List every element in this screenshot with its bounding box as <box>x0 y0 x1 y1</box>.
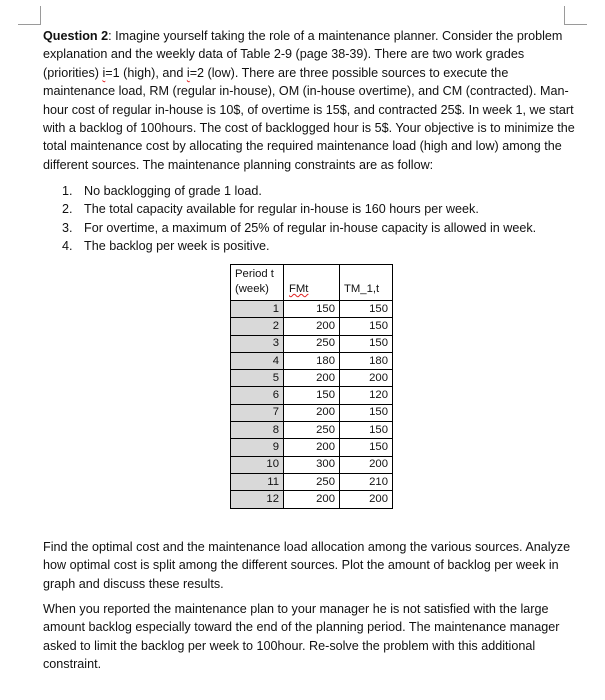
cell-period: 8 <box>231 422 284 439</box>
crop-mark-top-right <box>564 6 587 25</box>
header-fmt: FMt <box>284 265 340 301</box>
cell-tm: 150 <box>340 318 393 335</box>
constraints-list <box>62 182 582 256</box>
cell-fmt: 200 <box>284 491 340 508</box>
cell-tm: 210 <box>340 473 393 490</box>
constraint-number: 4. <box>62 239 73 254</box>
question-text-2: =1 (high), and <box>105 65 187 80</box>
table-row <box>231 318 393 335</box>
table-row <box>231 473 393 490</box>
constraint-number: 2. <box>62 202 73 217</box>
grade-index-2: i <box>186 65 190 80</box>
header-period-line2: (week) <box>235 283 269 295</box>
constraint-text: No backlogging of grade 1 load. <box>84 184 262 198</box>
cell-fmt: 200 <box>284 318 340 335</box>
table-row <box>231 335 393 352</box>
cell-fmt: 150 <box>284 387 340 404</box>
cell-tm: 150 <box>340 422 393 439</box>
cell-fmt: 250 <box>284 335 340 352</box>
header-tm: TM_1,t <box>340 265 393 301</box>
table-row <box>231 491 393 508</box>
constraint-text: The backlog per week is positive. <box>84 239 270 254</box>
cell-fmt: 250 <box>284 422 340 439</box>
cell-period: 1 <box>231 301 284 318</box>
cell-tm: 180 <box>340 352 393 369</box>
cell-period: 6 <box>231 387 284 404</box>
table-row <box>231 352 393 369</box>
cell-period: 7 <box>231 404 284 421</box>
question-paragraph <box>43 27 583 174</box>
cell-tm: 150 <box>340 439 393 456</box>
find-paragraph: Find the optimal cost and the maintenance load allocation among the various sources. Analyze how optimal cost is split among the different sources. Plot the amount of backlog per week in graph and discuss these results. <box>43 540 571 591</box>
cell-tm: 150 <box>340 301 393 318</box>
maintenance-data-table <box>230 264 393 509</box>
question-text-3: =2 (low). There are three possible sources to execute the maintenance load, RM (regular in-house), OM (in-house overtime), and CM (contracted). Man-hour cost of regular in-house is 10$, of overtime is 15$, and contracted 25$. In week 1, we start with a backlog of 100hours. The cost of backlogged hour is 5$. Your objective is to minimize the total maintenance cost by allocating the required maintenance load (high and low) among the different sources. The maintenance planning constraints are as follow: <box>43 65 575 172</box>
question-text-1: : Imagine yourself taking the role of a maintenance planner. Consider the problem explanation and the weekly data of Table 2-9 (page 38-39). There are two work grades (priorities) <box>43 29 563 80</box>
cell-fmt: 180 <box>284 352 340 369</box>
table-row <box>231 387 393 404</box>
header-period-line1: Period t <box>235 268 274 280</box>
cell-tm: 150 <box>340 404 393 421</box>
cell-period: 9 <box>231 439 284 456</box>
table-row <box>231 439 393 456</box>
cell-period: 3 <box>231 335 284 352</box>
table-header-row <box>231 265 393 301</box>
header-period <box>231 265 284 301</box>
cell-period: 5 <box>231 370 284 387</box>
cell-fmt: 250 <box>284 473 340 490</box>
cell-tm: 120 <box>340 387 393 404</box>
constraint-number: 3. <box>62 220 73 235</box>
constraint-item <box>62 182 582 200</box>
constraint-item <box>62 200 582 218</box>
report-paragraph: When you reported the maintenance plan to your manager he is not satisfied with the large amount backlog especially toward the end of the planning period. The maintenance manager asked to limit the backlog per week to 100hour. Re-solve the problem with this additional constraint. <box>43 602 560 672</box>
grade-index-1: i <box>102 65 106 80</box>
table-row <box>231 422 393 439</box>
cell-fmt: 150 <box>284 301 340 318</box>
cell-fmt: 200 <box>284 404 340 421</box>
cell-period: 12 <box>231 491 284 508</box>
cell-tm: 200 <box>340 491 393 508</box>
constraint-number: 1. <box>62 184 73 198</box>
table-row <box>231 456 393 473</box>
cell-tm: 150 <box>340 335 393 352</box>
table-row <box>231 370 393 387</box>
cell-fmt: 200 <box>284 370 340 387</box>
constraint-text: The total capacity available for regular in-house is 160 hours per week. <box>84 202 479 217</box>
table-row <box>231 301 393 318</box>
cell-period: 10 <box>231 456 284 473</box>
cell-period: 2 <box>231 318 284 335</box>
cell-fmt: 300 <box>284 456 340 473</box>
cell-fmt: 200 <box>284 439 340 456</box>
constraint-item <box>62 219 582 237</box>
constraint-item <box>62 237 582 255</box>
constraint-text: For overtime, a maximum of 25% of regular in-house capacity is allowed in week. <box>84 220 537 235</box>
question-label: Question 2 <box>43 29 109 43</box>
cell-period: 4 <box>231 352 284 369</box>
crop-mark-top-left <box>18 6 41 25</box>
cell-tm: 200 <box>340 456 393 473</box>
table-row <box>231 404 393 421</box>
cell-period: 11 <box>231 473 284 490</box>
cell-tm: 200 <box>340 370 393 387</box>
